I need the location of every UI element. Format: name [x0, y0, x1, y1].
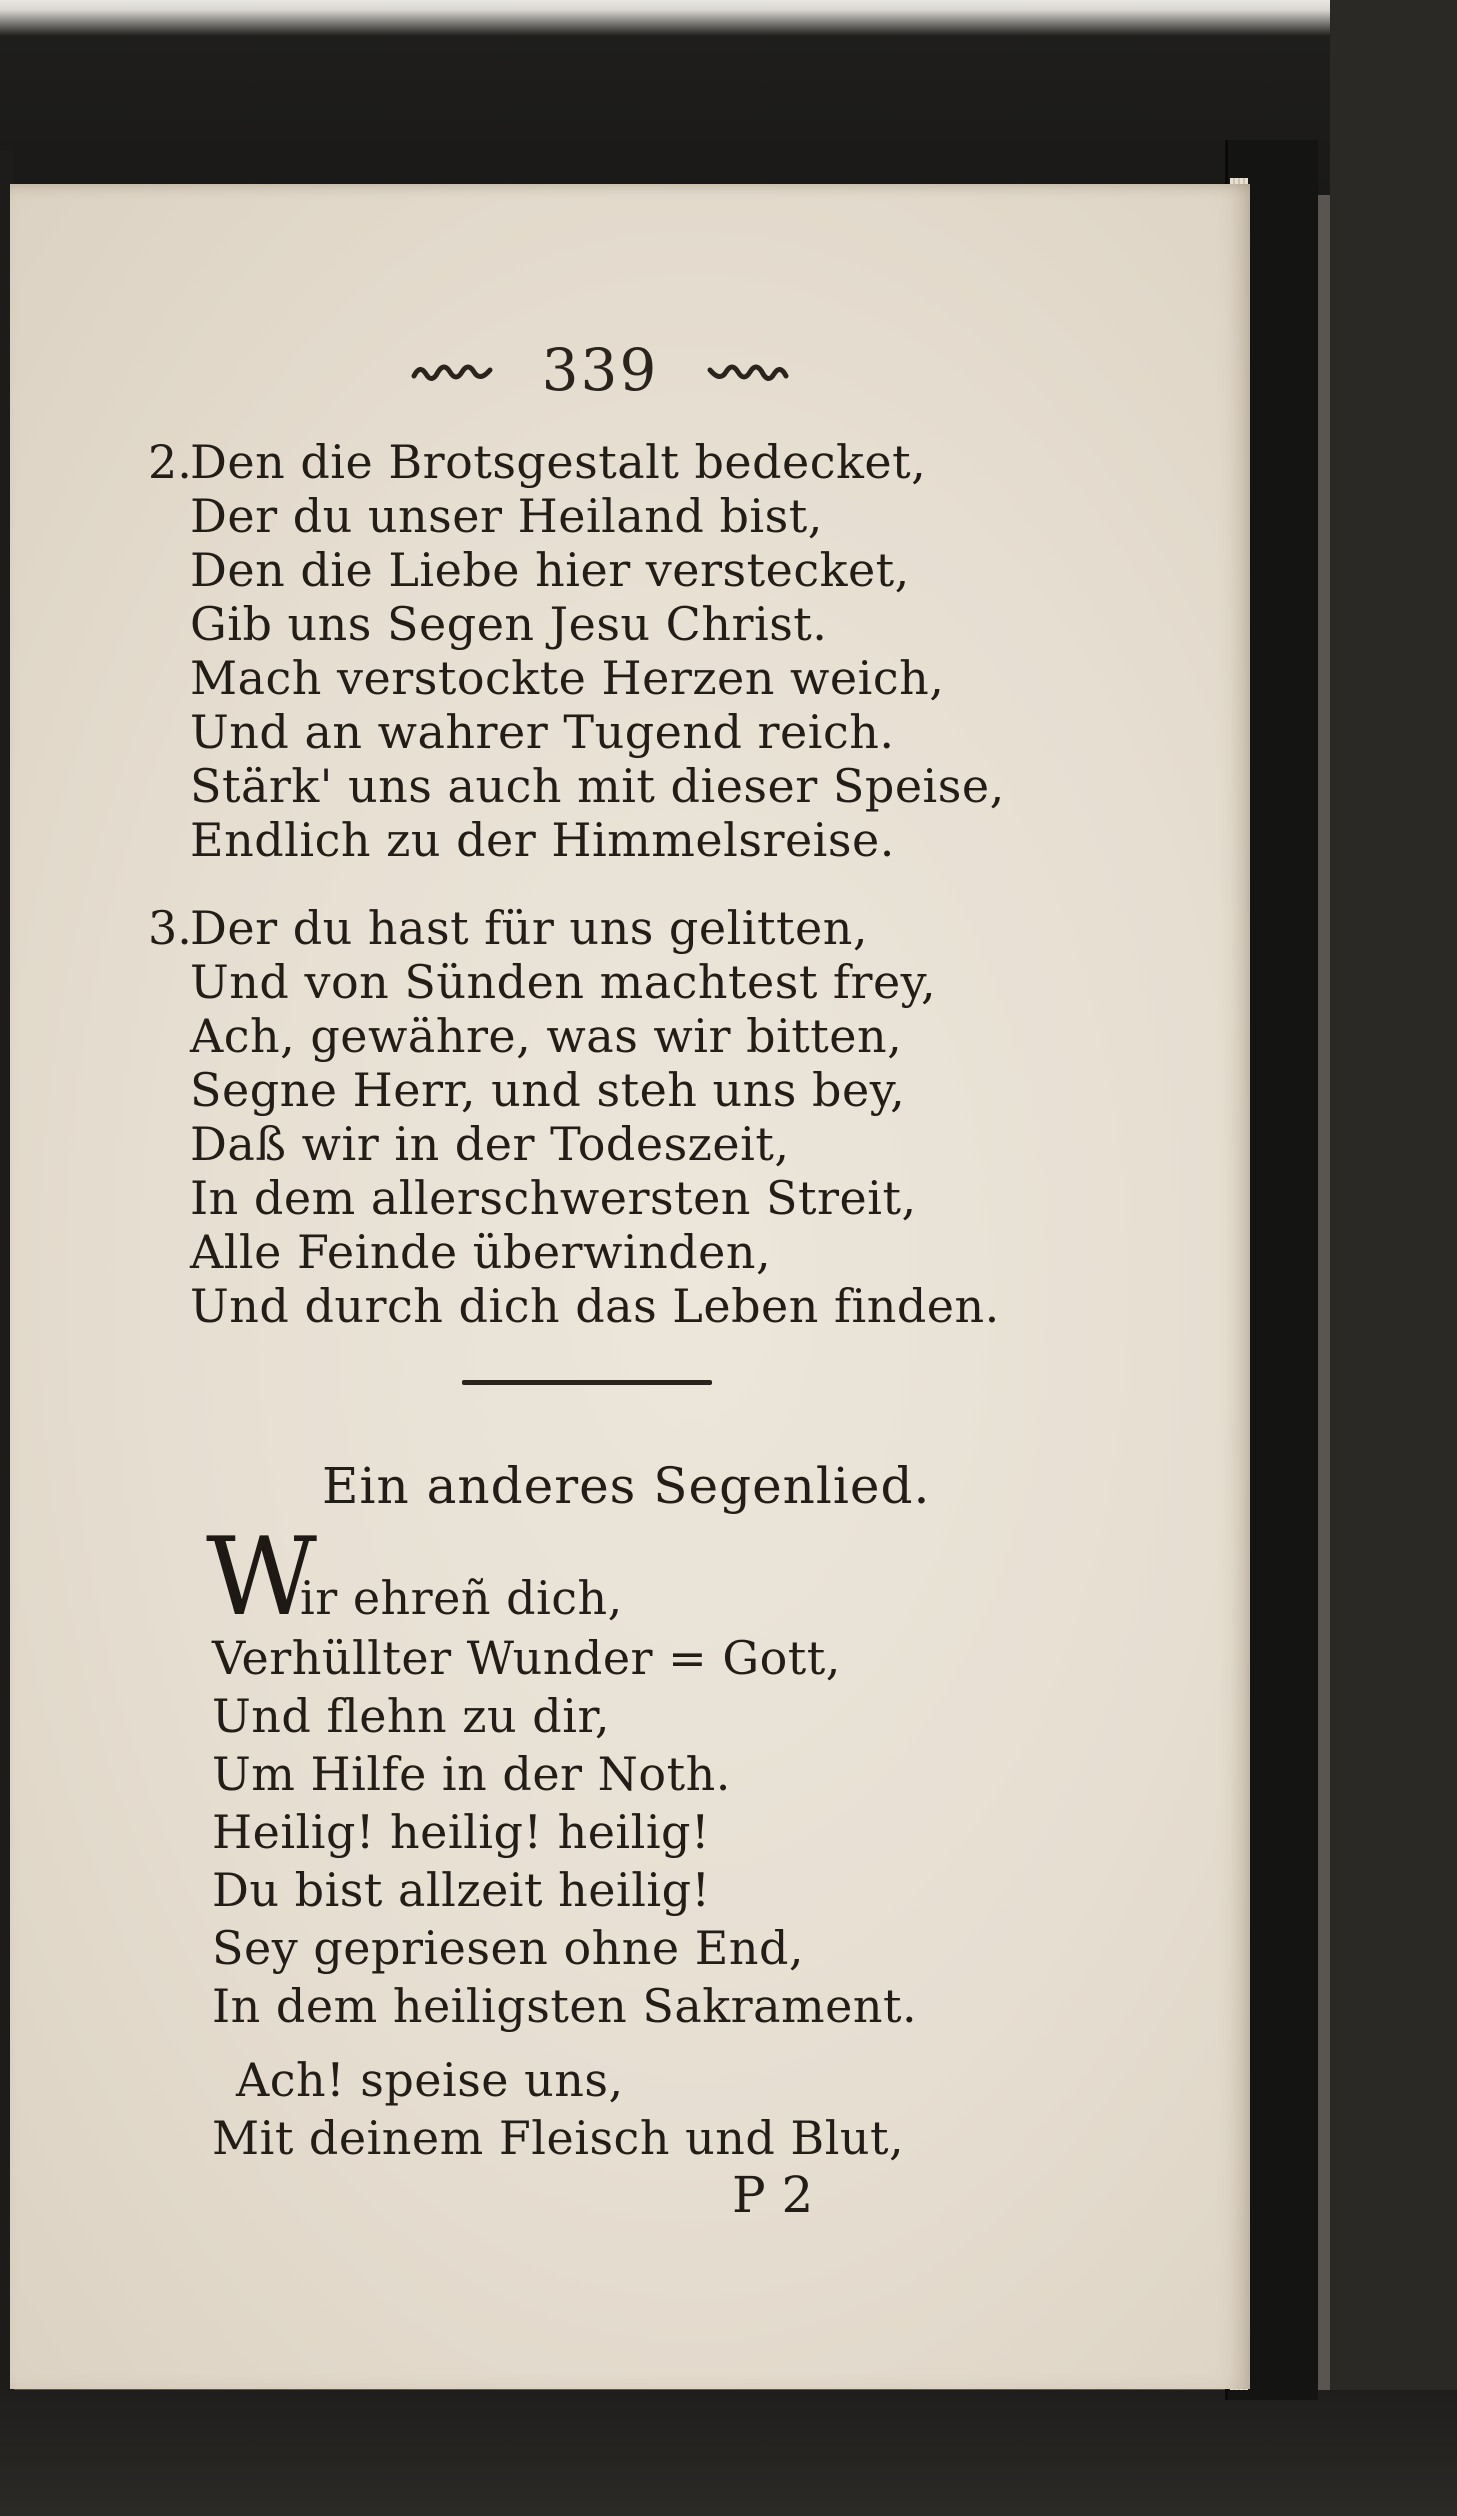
page-header	[400, 330, 800, 410]
song-title: Ein anderes Segenlied.	[322, 1457, 931, 1515]
song-line: Du bist allzeit heilig!	[212, 1863, 711, 1917]
verse-line: Daß wir in der Todeszeit,	[190, 1117, 790, 1171]
verse-line: Und durch dich das Leben finden.	[190, 1279, 1000, 1333]
song-line: Mit deinem Fleisch und Blut,	[212, 2111, 905, 2165]
header-ornament-left	[410, 360, 494, 384]
verse-line: Und von Sünden machtest frey,	[190, 955, 937, 1009]
verse-line: Alle Feinde überwinden,	[190, 1225, 772, 1279]
verse-line: Gib uns Segen Jesu Christ.	[190, 597, 828, 651]
song-line: Verhüllter Wunder = Gott,	[212, 1631, 841, 1685]
verse-line: Und an wahrer Tugend reich.	[190, 705, 895, 759]
verse-line: Segne Herr, und steh uns bey,	[190, 1063, 906, 1117]
verse-line: Den die Liebe hier verstecket,	[190, 543, 910, 597]
song-line: Um Hilfe in der Noth.	[212, 1747, 731, 1801]
header-ornament-right	[706, 360, 790, 384]
page-number: 339	[541, 336, 659, 404]
verse-line: Endlich zu der Himmelsreise.	[190, 813, 895, 867]
verse-line: Ach, gewähre, was wir bitten,	[190, 1009, 903, 1063]
verse-line: Den die Brotsgestalt bedecket,	[190, 435, 927, 489]
verse-line: Mach verstockte Herzen weich,	[190, 651, 945, 705]
song-line: Ach! speise uns,	[236, 2053, 624, 2107]
stanza-number: 2.	[148, 435, 192, 489]
song-line: In dem heiligsten Sakrament.	[212, 1979, 918, 2033]
verse-line: In dem allerschwersten Streit,	[190, 1171, 917, 1225]
song-line: ir ehreñ dich,	[300, 1571, 623, 1625]
signature-mark: P 2	[732, 2166, 814, 2224]
verse-line: Der du hast für uns gelitten,	[190, 901, 868, 955]
section-divider	[462, 1380, 712, 1385]
song-line: Und flehn zu dir,	[212, 1689, 610, 1743]
song-line: Sey gepriesen ohne End,	[212, 1921, 805, 1975]
song-line: Heilig! heilig! heilig!	[212, 1805, 710, 1859]
verse-line: Der du unser Heiland bist,	[190, 489, 823, 543]
scan-backdrop-right	[1330, 0, 1457, 2516]
drop-cap: W	[206, 1515, 318, 1640]
verse-line: Stärk' uns auch mit dieser Speise,	[190, 759, 1005, 813]
scan-backdrop-bottom	[0, 2390, 1457, 2516]
stanza-number: 3.	[148, 901, 192, 955]
